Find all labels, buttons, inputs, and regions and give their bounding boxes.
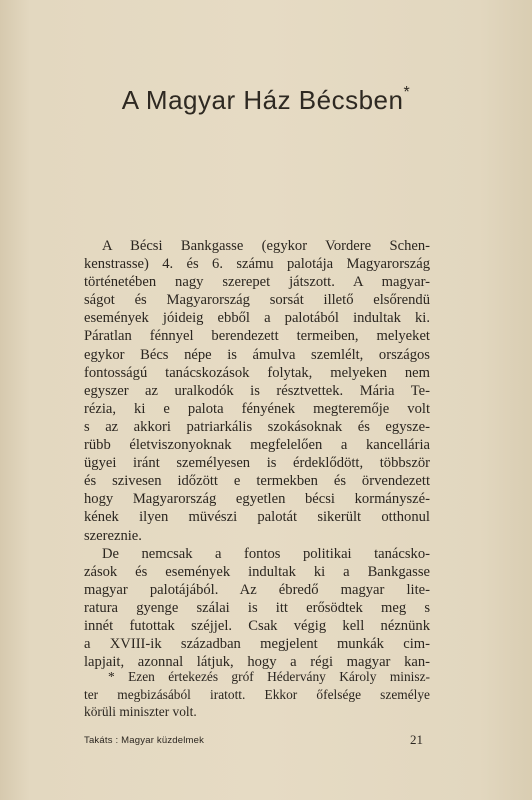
body-line: rézia, ki e palota fényének megteremője volt [84, 400, 430, 417]
body-line: ratura gyenge szálai is itt erősödtek meg s [84, 599, 430, 616]
body-line: zások és események indultak ki a Bankgasse [84, 563, 430, 580]
page-number: 21 [410, 732, 423, 747]
body-line: egykor Bécs népe is ámulva szemlélt, országos [84, 346, 430, 363]
body-line: kének ilyen müvészi palotát sikerült otthonul [84, 509, 430, 526]
body-text [84, 237, 430, 671]
body-line: történetében nagy szerepet játszott. A magyar- [84, 274, 430, 291]
body-line: a XVIII-ik században megjelent munkák cim- [84, 636, 430, 653]
body-line: s az akkori patriarkális szokásoknak és egysze- [84, 418, 430, 435]
body-line: lapjait, azonnal látjuk, hogy a régi magyar kan- [84, 654, 430, 671]
footnote-line: ter megbizásából iratott. Ekkor őfelsége személye [84, 686, 430, 702]
footnote [84, 668, 430, 721]
body-line: ügyei iránt személyesen is érdeklődött, többször [84, 455, 430, 472]
body-line: egyszer az uralkodók is résztvettek. Mária Te- [84, 382, 430, 399]
body-line: és szivesen időzött e termekben és örvendezett [84, 473, 430, 490]
body-line: A Bécsi Bankgasse (egykor Vordere Schen- [102, 238, 430, 254]
footnote-marker: * [403, 84, 411, 101]
footer-signature: Takáts : Magyar küzdelmek [84, 735, 205, 746]
body-line: ságot és Magyarország sorsát illető elsőrendü [84, 292, 430, 309]
footnote-line: * Ezen értekezés gróf Hédervány Károly minisz- [108, 669, 430, 684]
body-line: események jóideig ebből a palotából indultak ki. [84, 310, 430, 327]
body-line: innét futottak széjjel. Csak végig kell néznünk [84, 617, 430, 634]
body-line: hogy Magyarország egyetlen bécsi kormányszé- [84, 491, 430, 508]
footnote-line: körüli miniszter volt. [84, 704, 197, 719]
body-line: fontosságú tanácskozások folytak, melyeken nem [84, 364, 430, 381]
body-line: magyar palotájából. Az ébredő magyar lite- [84, 581, 430, 598]
body-line: rübb életviszonyoknak megfelelően a kancellária [84, 437, 430, 454]
chapter-title-text: A Magyar Ház Bécsben [121, 85, 404, 115]
body-line: kenstrasse) 4. és 6. számu palotája Magyarország [84, 256, 430, 273]
body-line: Páratlan fénnyel berendezett termeiben, melyeket [84, 328, 430, 345]
body-line: De nemcsak a fontos politikai tanácsko- [102, 545, 430, 562]
chapter-title [0, 84, 532, 116]
body-line: szereznie. [84, 527, 142, 544]
